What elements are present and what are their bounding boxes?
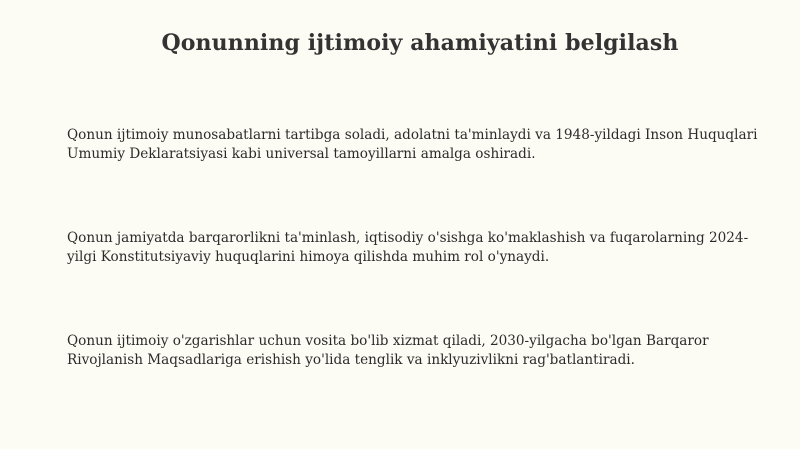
paragraph-3: Qonun ijtimoiy o'zgarishlar uchun vosita bo'lib xizmat qiladi, 2030-yilgacha bo'lgan Barqaror Rivojlanish Maqsadlariga erishish yo'lida tenglik va inklyuzivlikni rag'batlantiradi. bbox=[67, 333, 709, 368]
slide-title: Qonunning ijtimoiy ahamiyatini belgilash bbox=[161, 30, 679, 56]
paragraph-2: Qonun jamiyatda barqarorlikni ta'minlash, iqtisodiy o'sishga ko'maklashish va fuqarolarning 2024-yilgi Konstitutsiyaviy huquqlarini himoya qilishda muhim rol o'ynaydi. bbox=[67, 230, 749, 265]
paragraph-1: Qonun ijtimoiy munosabatlarni tartibga soladi, adolatni ta'minlaydi va 1948-yildagi Inson Huquqlari Umumiy Deklaratsiyasi kabi universal tamoyillarni amalga oshiradi. bbox=[67, 127, 758, 162]
